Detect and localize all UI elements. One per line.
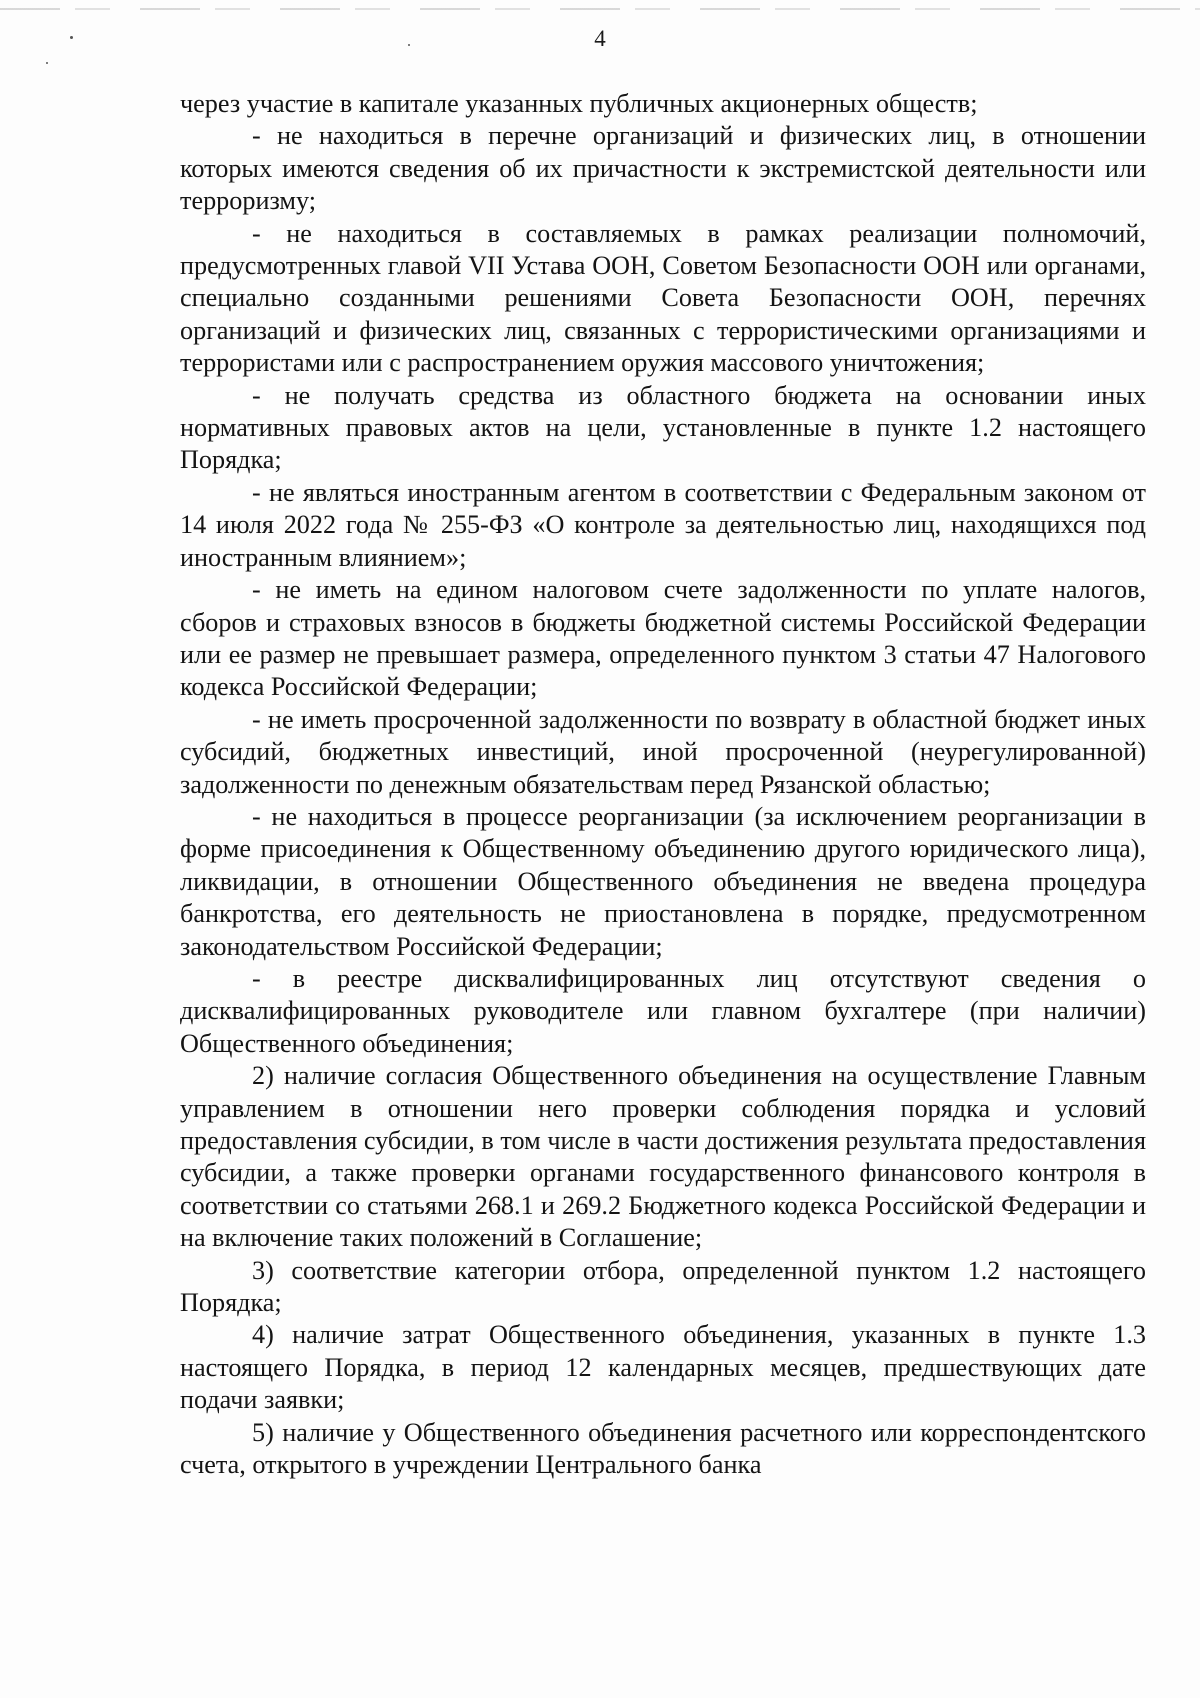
paragraph: 5) наличие у Общественного объединения расчетного или корреспондентского счета, открытого в учреждении Центрального банка <box>180 1417 1146 1480</box>
paragraph: через участие в капитале указанных публичных акционерных обществ; <box>180 89 978 118</box>
paragraph: - в реестре дисквалифицированных лиц отсутствуют сведения о дисквалифицированных руководителе или главном бухгалтере (при наличии) Общественного объединения; <box>180 963 1146 1058</box>
scan-edge-artifact <box>0 8 1200 10</box>
paragraph: - не иметь на едином налоговом счете задолженности по уплате налогов, сборов и страховых взносов в бюджеты бюджетной системы Российской Федерации или ее размер не превышает размера, определенного пунктом 3 статьи 47 Налогового кодекса Российской Федерации; <box>180 575 1146 702</box>
paragraph: - не являться иностранным агентом в соответствии с Федеральным законом от 14 июля 2022 года № 255-ФЗ «О контроле за деятельностью лиц, находящихся под иностранным влиянием»; <box>180 477 1146 572</box>
page-number: 4 <box>594 26 606 51</box>
paragraph: 3) соответствие категории отбора, определенной пунктом 1.2 настоящего Порядка; <box>180 1255 1146 1318</box>
paragraph: - не получать средства из областного бюджета на основании иных нормативных правовых актов на цели, установленные в пункте 1.2 настоящего Порядка; <box>180 380 1146 475</box>
document-body <box>180 88 1146 1481</box>
scan-speck <box>46 62 48 64</box>
paragraph: 2) наличие согласия Общественного объединения на осуществление Главным управлением в отношении него проверки соблюдения порядка и условий предоставления субсидии, в том числе в части достижения результата предоставления субсидии, а также проверки органами государственного финансового контроля в соответствии со статьями 268.1 и 269.2 Бюджетного кодекса Российской Федерации и на включение таких положений в Соглашение; <box>180 1061 1146 1253</box>
paragraph: - не находиться в перечне организаций и физических лиц, в отношении которых имеются сведения об их причастности к экстремистской деятельности или терроризму; <box>180 121 1146 216</box>
paragraph: - не находиться в процессе реорганизации (за исключением реорганизации в форме присоединения к Общественному объединению другого юридического лица), ликвидации, в отношении Общественного объединения не введена процедура банкротства, его деятельность не приостановлена в порядке, предусмотренном законодательством Российской Федерации; <box>180 801 1146 961</box>
paragraph: - не находиться в составляемых в рамках реализации полномочий, предусмотренных главой VII Устава ООН, Советом Безопасности ООН или органами, специально созданными решениями Совета Безопасности ООН, перечнях организаций и физических лиц, связанных с террористическими организациями и террористами или с распространением оружия массового уничтожения; <box>180 218 1146 378</box>
paragraph: - не иметь просроченной задолженности по возврату в областной бюджет иных субсидий, бюджетных инвестиций, иной просроченной (неурегулированной) задолженности по денежным обязательствам перед Рязанской областью; <box>180 704 1146 799</box>
paragraph: 4) наличие затрат Общественного объединения, указанных в пункте 1.3 настоящего Порядка, в период 12 календарных месяцев, предшествующих дате подачи заявки; <box>180 1320 1146 1415</box>
